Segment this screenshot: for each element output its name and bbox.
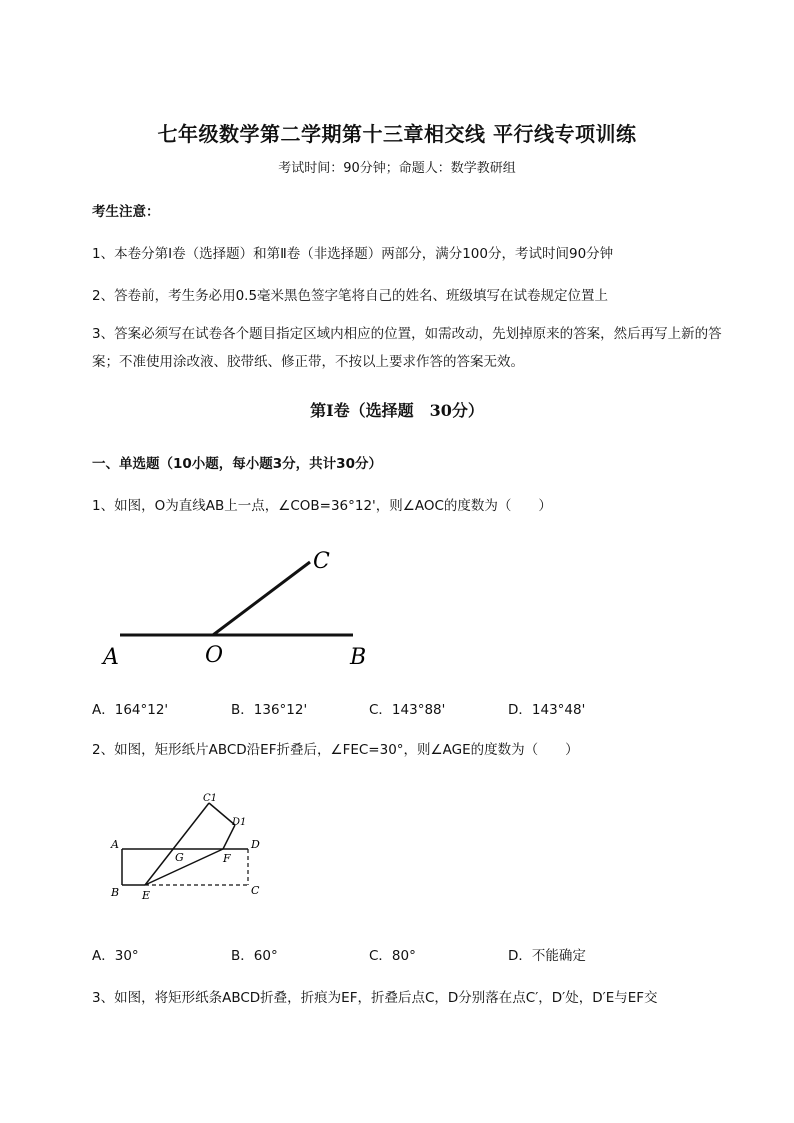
label-f: F bbox=[223, 852, 231, 865]
q1-option-b[interactable]: B．136°12' bbox=[231, 702, 308, 718]
segment-d1f bbox=[223, 825, 235, 849]
label-g: G bbox=[175, 851, 184, 864]
notice-item-1: 1、本卷分第I卷（选择题）和第Ⅱ卷（非选择题）两部分，满分100分，考试时间90分钟 bbox=[92, 246, 614, 262]
q1-option-a[interactable]: A．164°12' bbox=[92, 702, 169, 718]
label-b: B bbox=[350, 645, 367, 670]
segment-ec1 bbox=[145, 803, 209, 885]
label-a: A bbox=[103, 645, 119, 670]
question-2-text: 2、如图，矩形纸片ABCD沿EF折叠后，∠FEC=30°，则∠AGE的度数为（ ） bbox=[92, 742, 579, 758]
question-2-figure bbox=[105, 785, 275, 910]
label-c: C bbox=[251, 884, 260, 897]
notice-heading: 考生注意： bbox=[92, 204, 160, 220]
q1-option-d[interactable]: D．143°48' bbox=[508, 702, 586, 718]
label-a: A bbox=[111, 838, 119, 851]
label-c: C bbox=[313, 549, 330, 574]
q2-option-d[interactable]: D．不能确定 bbox=[508, 948, 586, 964]
notice-item-3: 3、答案必须写在试卷各个题目指定区域内相应的位置，如需改动，先划掉原来的答案，然后再写上新的答案；不准使用涂改液、胶带纸、修正带，不按以上要求作答的答案无效。 bbox=[92, 326, 722, 370]
question-1-figure bbox=[95, 540, 385, 675]
question-3-text: 3、如图，将矩形纸条ABCD折叠，折痕为EF，折叠后点C，D分别落在点C′，D′处，D′E与EF交 bbox=[92, 990, 658, 1006]
label-e: E bbox=[142, 889, 151, 902]
ray-oc bbox=[213, 562, 310, 635]
label-b: B bbox=[111, 886, 120, 899]
label-d1: D1 bbox=[232, 817, 247, 828]
notice-item-2: 2、答卷前，考生务必用0.5毫米黑色签字笔将自己的姓名、班级填写在试卷规定位置上 bbox=[92, 288, 609, 304]
q2-option-b[interactable]: B．60° bbox=[231, 948, 278, 964]
fold-line-ef bbox=[145, 849, 223, 885]
section-heading: 一、单选题（10小题，每小题3分，共计30分） bbox=[92, 456, 382, 472]
exam-subtitle: 考试时间：90分钟；命题人：数学教研组 bbox=[278, 161, 516, 176]
label-o: O bbox=[205, 643, 224, 668]
q2-option-c[interactable]: C．80° bbox=[369, 948, 416, 964]
q1-option-c[interactable]: C．143°88' bbox=[369, 702, 446, 718]
label-c1: C1 bbox=[203, 793, 218, 804]
label-d: D bbox=[251, 838, 260, 851]
q2-option-a[interactable]: A．30° bbox=[92, 948, 139, 964]
question-1-text: 1、如图，O为直线AB上一点，∠COB=36°12'，则∠AOC的度数为（ ） bbox=[92, 498, 552, 514]
part1-title: 第I卷（选择题 30分） bbox=[310, 401, 484, 420]
page-title: 七年级数学第二学期第十三章相交线 平行线专项训练 bbox=[157, 122, 637, 146]
